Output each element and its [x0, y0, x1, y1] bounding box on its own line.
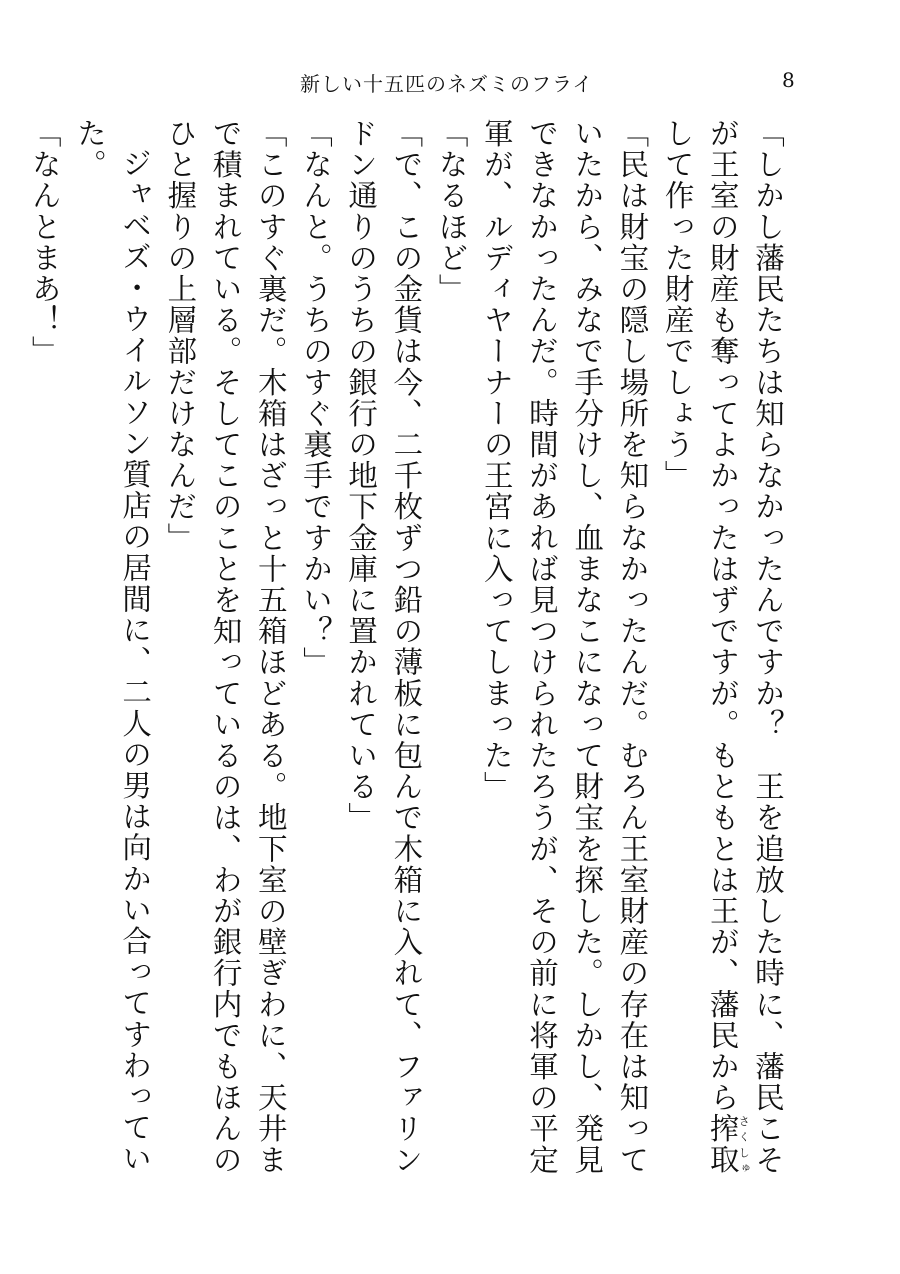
paragraph-1	[654, 118, 790, 1198]
ruby-reading: さくしゅ	[737, 1113, 751, 1176]
paragraph-1-text: 「しかし藩民たちは知らなかったんですか？ 王を追放した時に、藩民こそが王室の財産も奪ってよかったはずですが。もともとは王が、藩民から	[705, 118, 785, 1176]
paragraph-7: ジャベズ・ウイルソン質店の居間に、二人の男は向かい合ってすわっていた。	[72, 118, 153, 1174]
vertical-body-text	[27, 118, 790, 1198]
paragraph-1-text-after: して作った財産でしょう」	[660, 118, 695, 492]
paragraph-8: 「なんとまあ！」	[27, 118, 62, 367]
running-title: 新しい十五匹のネズミのフライ	[300, 72, 594, 96]
paragraph-5: 「なんと。うちのすぐ裏手ですかい？」	[298, 118, 333, 678]
ruby-base: 搾取	[705, 1113, 740, 1176]
paragraph-3: 「なるほど」	[434, 118, 469, 305]
paragraph-2: 「民は財宝の隠し場所を知らなかったんだ。むろん王室財産の存在は知っていたから、みなで手分けし、血まなこになって財宝を探した。しかし、発見できなかったんだ。時間があれば見つけられたろうが、その前に将軍の平定軍が、ルディヤーナーの王宮に入ってしまった」	[479, 118, 650, 1176]
paragraph-6: 「このすぐ裏だ。木箱はざっと十五箱ほどある。地下室の壁ぎわに、天井まで積まれている。そしてこのことを知っているのは、わが銀行内でもほんのひと握りの上層部だけなんだ」	[163, 118, 288, 1176]
page-header	[0, 58, 900, 98]
ruby-sakushu	[705, 1113, 751, 1176]
paragraph-4: 「で、この金貨は今、二千枚ずつ鉛の薄板に包んで木箱に入れて、ファリンドン通りのうちの銀行の地下金庫に置かれている」	[344, 118, 424, 1176]
page-number: 8	[782, 68, 795, 92]
